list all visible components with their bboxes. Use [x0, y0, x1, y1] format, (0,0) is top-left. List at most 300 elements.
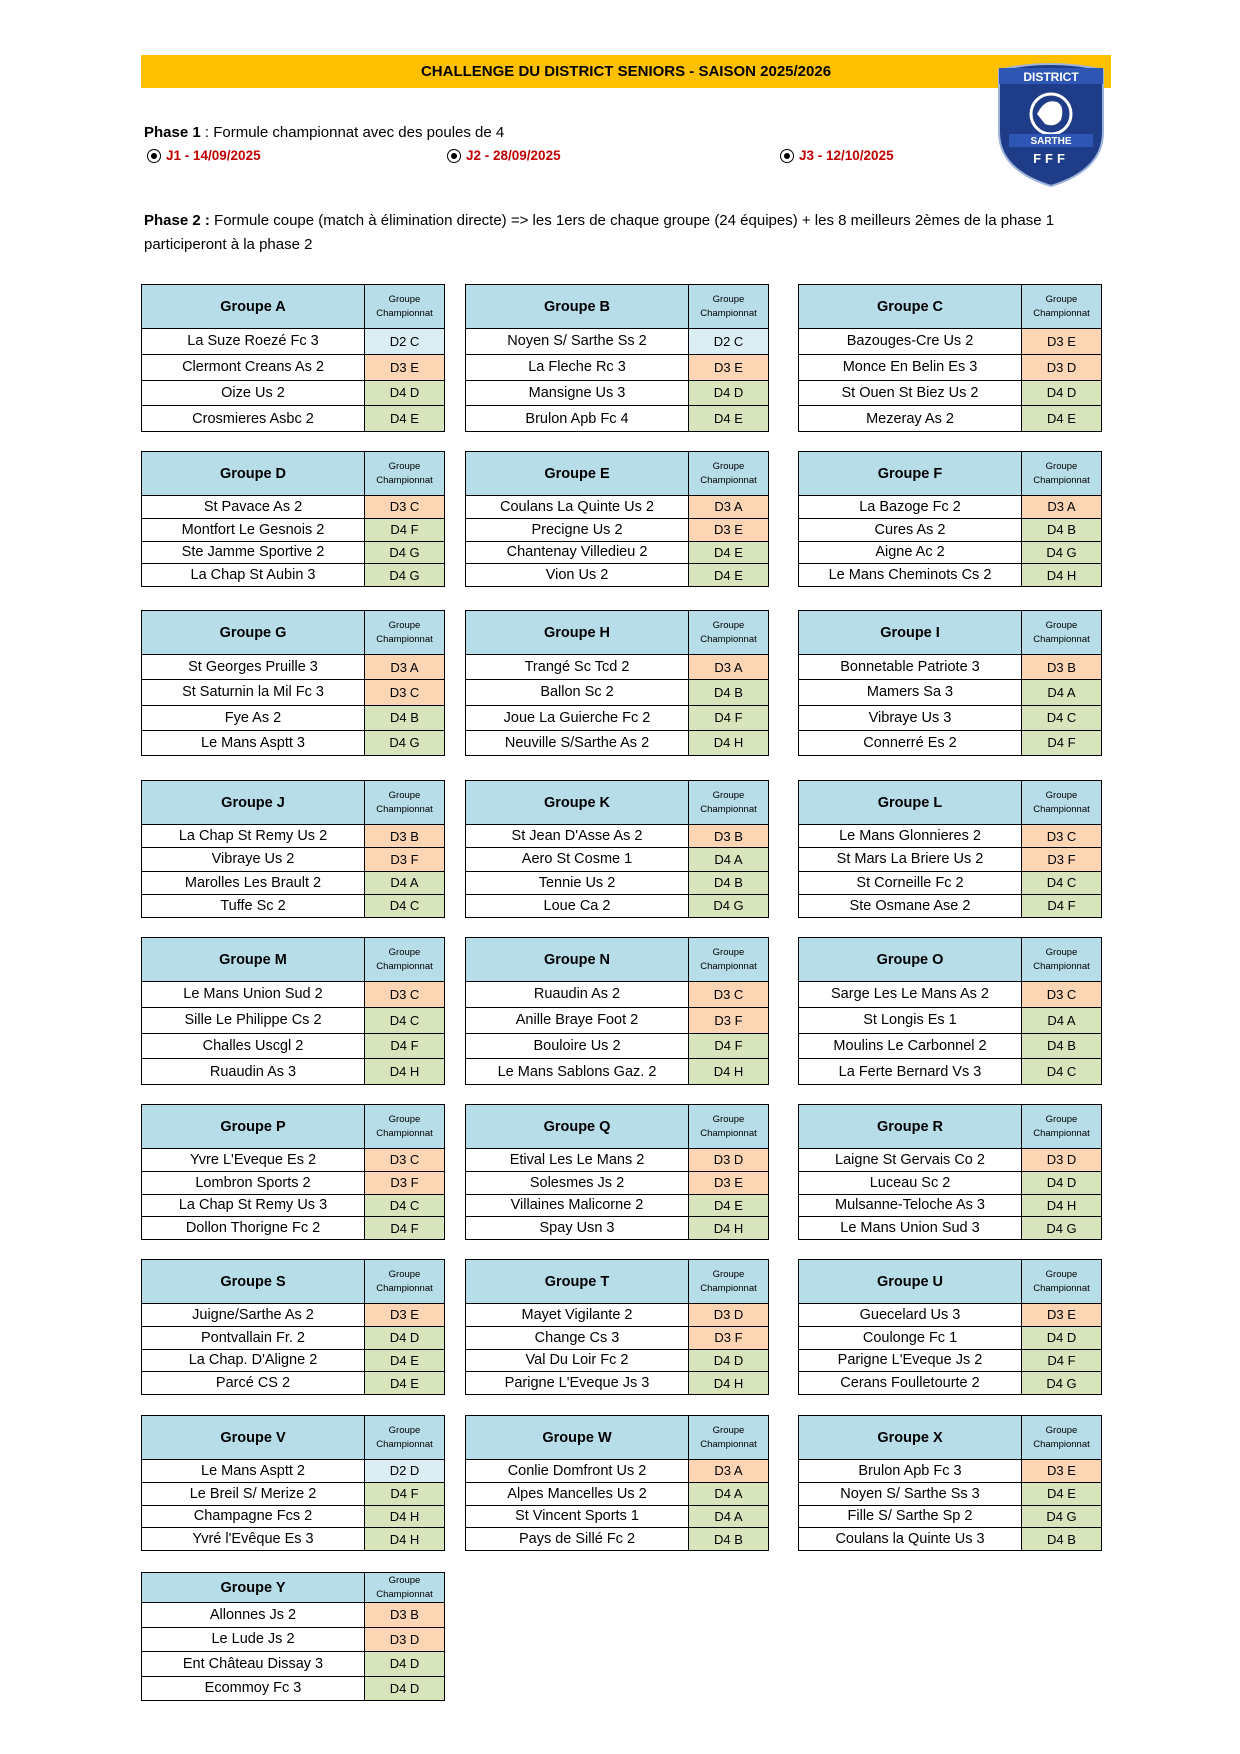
subheader-line-2: Championnat — [1033, 803, 1090, 815]
subheader-line-1: Groupe — [712, 946, 745, 958]
group-name: Groupe V — [142, 1416, 365, 1460]
team-name: Juigne/Sarthe As 2 — [142, 1304, 365, 1327]
group-table — [465, 451, 769, 587]
group-subheader — [365, 1105, 445, 1149]
table-row — [142, 1652, 445, 1677]
group-name: Groupe R — [799, 1105, 1022, 1149]
logo-top-text: DISTRICT — [1023, 70, 1079, 84]
table-row — [466, 1149, 769, 1172]
subheader-line-1: Groupe — [1045, 946, 1078, 958]
team-name: Le Breil S/ Merize 2 — [142, 1482, 365, 1505]
division-badge: D4 F — [1022, 894, 1102, 917]
team-name: Mezeray As 2 — [799, 406, 1022, 432]
subheader-line-1: Groupe — [388, 1424, 421, 1436]
division-badge: D4 D — [1022, 380, 1102, 406]
team-name: Coulans La Quinte Us 2 — [466, 496, 689, 519]
team-name: Marolles Les Brault 2 — [142, 871, 365, 894]
table-row — [799, 1372, 1102, 1395]
group-table — [465, 610, 769, 756]
team-name: Mansigne Us 3 — [466, 380, 689, 406]
phase2-label: Phase 2 : — [144, 212, 210, 229]
team-name: Parcé CS 2 — [142, 1372, 365, 1395]
logo-bottom-text: FFF — [1033, 151, 1069, 166]
subheader-line-2: Championnat — [700, 1438, 757, 1450]
team-name: Montfort Le Gesnois 2 — [142, 518, 365, 541]
table-row — [142, 730, 445, 755]
group-name: Groupe Y — [142, 1573, 365, 1603]
division-badge: D4 C — [1022, 1059, 1102, 1085]
team-name: Loue Ca 2 — [466, 894, 689, 917]
division-badge: D4 F — [365, 1482, 445, 1505]
table-row — [466, 1349, 769, 1372]
table-row — [142, 655, 445, 680]
group-table — [141, 1572, 445, 1701]
team-name: Oize Us 2 — [142, 380, 365, 406]
team-name: Ste Jamme Sportive 2 — [142, 541, 365, 564]
team-name: Conlie Domfront Us 2 — [466, 1460, 689, 1483]
table-row — [142, 329, 445, 355]
division-badge: D4 G — [365, 564, 445, 587]
table-row — [142, 1505, 445, 1528]
team-name: Neuville S/Sarthe As 2 — [466, 730, 689, 755]
division-badge: D3 F — [365, 1171, 445, 1194]
day-3 — [780, 148, 894, 163]
table-row — [142, 1217, 445, 1240]
division-badge: D4 A — [1022, 1007, 1102, 1033]
group-table — [141, 937, 445, 1085]
division-badge: D4 H — [365, 1059, 445, 1085]
team-name: La Suze Roezé Fc 3 — [142, 329, 365, 355]
division-badge: D4 D — [689, 1349, 769, 1372]
group-table — [798, 451, 1102, 587]
table-row — [799, 894, 1102, 917]
division-badge: D4 D — [1022, 1326, 1102, 1349]
table-row — [142, 406, 445, 432]
team-name: Yvre L'Eveque Es 2 — [142, 1149, 365, 1172]
team-name: Spay Usn 3 — [466, 1217, 689, 1240]
division-badge: D3 C — [365, 680, 445, 705]
subheader-line-1: Groupe — [388, 293, 421, 305]
group-name: Groupe P — [142, 1105, 365, 1149]
table-row — [799, 564, 1102, 587]
group-subheader — [689, 1260, 769, 1304]
group-name: Groupe I — [799, 611, 1022, 655]
division-badge: D4 F — [365, 518, 445, 541]
group-name: Groupe D — [142, 452, 365, 496]
table-row — [799, 680, 1102, 705]
subheader-line-1: Groupe — [388, 946, 421, 958]
day-1 — [147, 148, 261, 163]
table-row — [466, 1217, 769, 1240]
team-name: St Saturnin la Mil Fc 3 — [142, 680, 365, 705]
division-badge: D4 B — [689, 871, 769, 894]
subheader-line-2: Championnat — [376, 1588, 433, 1600]
table-row — [142, 1460, 445, 1483]
table-row — [142, 1059, 445, 1085]
division-badge: D3 A — [689, 496, 769, 519]
subheader-line-2: Championnat — [1033, 1127, 1090, 1139]
subheader-line-1: Groupe — [1045, 619, 1078, 631]
group-subheader — [689, 1105, 769, 1149]
division-badge: D3 E — [689, 354, 769, 380]
team-name: Etival Les Le Mans 2 — [466, 1149, 689, 1172]
table-row — [799, 354, 1102, 380]
table-row — [466, 329, 769, 355]
subheader-line-1: Groupe — [388, 619, 421, 631]
team-name: Ruaudin As 2 — [466, 982, 689, 1008]
division-badge: D4 F — [689, 705, 769, 730]
division-badge: D4 F — [1022, 1349, 1102, 1372]
team-name: Villaines Malicorne 2 — [466, 1194, 689, 1217]
table-row — [466, 1171, 769, 1194]
team-name: Coulans la Quinte Us 3 — [799, 1528, 1022, 1551]
table-row — [142, 1627, 445, 1652]
division-badge: D4 B — [365, 705, 445, 730]
team-name: Sarge Les Le Mans As 2 — [799, 982, 1022, 1008]
subheader-line-1: Groupe — [1045, 293, 1078, 305]
team-name: Champagne Fcs 2 — [142, 1505, 365, 1528]
team-name: Parigne L'Eveque Js 2 — [799, 1349, 1022, 1372]
team-name: Parigne L'Eveque Js 3 — [466, 1372, 689, 1395]
division-badge: D4 E — [689, 406, 769, 432]
team-name: Le Mans Union Sud 2 — [142, 982, 365, 1008]
subheader-line-1: Groupe — [1045, 460, 1078, 472]
group-name: Groupe N — [466, 938, 689, 982]
subheader-line-2: Championnat — [1033, 633, 1090, 645]
team-name: Noyen S/ Sarthe Ss 3 — [799, 1482, 1022, 1505]
district-sarthe-logo — [995, 62, 1107, 187]
subheader-line-2: Championnat — [376, 1438, 433, 1450]
table-row — [799, 1460, 1102, 1483]
team-name: Val Du Loir Fc 2 — [466, 1349, 689, 1372]
team-name: Solesmes Js 2 — [466, 1171, 689, 1194]
group-subheader — [1022, 1260, 1102, 1304]
table-row — [142, 564, 445, 587]
group-subheader — [1022, 781, 1102, 825]
division-badge: D4 G — [1022, 1217, 1102, 1240]
division-badge: D4 A — [689, 848, 769, 871]
division-badge: D4 E — [1022, 1482, 1102, 1505]
division-badge: D4 G — [1022, 1505, 1102, 1528]
day-2 — [447, 148, 561, 163]
table-row — [799, 730, 1102, 755]
team-name: Sille Le Philippe Cs 2 — [142, 1007, 365, 1033]
team-name: Le Mans Sablons Gaz. 2 — [466, 1059, 689, 1085]
team-name: La Chap St Aubin 3 — [142, 564, 365, 587]
table-row — [142, 848, 445, 871]
table-row — [466, 1460, 769, 1483]
table-row — [466, 406, 769, 432]
division-badge: D4 G — [365, 541, 445, 564]
group-name: Groupe T — [466, 1260, 689, 1304]
division-badge: D4 G — [365, 730, 445, 755]
division-badge: D3 C — [689, 982, 769, 1008]
team-name: Ballon Sc 2 — [466, 680, 689, 705]
division-badge: D4 H — [365, 1505, 445, 1528]
group-name: Groupe F — [799, 452, 1022, 496]
team-name: La Ferte Bernard Vs 3 — [799, 1059, 1022, 1085]
group-table — [798, 937, 1102, 1085]
group-subheader — [689, 611, 769, 655]
subheader-line-2: Championnat — [700, 803, 757, 815]
table-row — [142, 1326, 445, 1349]
table-row — [799, 1217, 1102, 1240]
team-name: La Chap St Remy Us 3 — [142, 1194, 365, 1217]
table-row — [466, 354, 769, 380]
team-name: La Bazoge Fc 2 — [799, 496, 1022, 519]
team-name: Cures As 2 — [799, 518, 1022, 541]
division-badge: D4 B — [1022, 1033, 1102, 1059]
division-badge: D3 E — [1022, 1304, 1102, 1327]
division-badge: D4 D — [365, 380, 445, 406]
group-name: Groupe C — [799, 285, 1022, 329]
division-badge: D4 D — [1022, 1171, 1102, 1194]
division-badge: D4 A — [365, 871, 445, 894]
division-badge: D4 E — [365, 406, 445, 432]
division-badge: D4 C — [365, 1007, 445, 1033]
table-row — [142, 541, 445, 564]
division-badge: D3 E — [689, 518, 769, 541]
division-badge: D3 A — [1022, 496, 1102, 519]
division-badge: D3 C — [365, 496, 445, 519]
table-row — [799, 1326, 1102, 1349]
division-badge: D3 D — [689, 1304, 769, 1327]
division-badge: D4 G — [1022, 541, 1102, 564]
group-subheader — [1022, 1416, 1102, 1460]
group-subheader — [689, 781, 769, 825]
group-table — [465, 1104, 769, 1240]
table-row — [142, 825, 445, 848]
team-name: Connerré Es 2 — [799, 730, 1022, 755]
division-badge: D3 A — [365, 655, 445, 680]
team-name: Brulon Apb Fc 4 — [466, 406, 689, 432]
division-badge: D4 D — [365, 1326, 445, 1349]
division-badge: D4 E — [1022, 406, 1102, 432]
team-name: Crosmieres Asbc 2 — [142, 406, 365, 432]
team-name: Pays de Sillé Fc 2 — [466, 1528, 689, 1551]
subheader-line-2: Championnat — [376, 960, 433, 972]
table-row — [799, 871, 1102, 894]
team-name: Le Mans Union Sud 3 — [799, 1217, 1022, 1240]
table-row — [466, 680, 769, 705]
subheader-line-1: Groupe — [712, 1424, 745, 1436]
group-name: Groupe X — [799, 1416, 1022, 1460]
subheader-line-1: Groupe — [712, 1113, 745, 1125]
team-name: Bonnetable Patriote 3 — [799, 655, 1022, 680]
subheader-line-1: Groupe — [388, 789, 421, 801]
table-row — [142, 1372, 445, 1395]
team-name: Monce En Belin Es 3 — [799, 354, 1022, 380]
logo-middle-text: SARTHE — [1030, 136, 1072, 147]
division-badge: D3 D — [1022, 354, 1102, 380]
team-name: Challes Uscgl 2 — [142, 1033, 365, 1059]
division-badge: D3 B — [365, 825, 445, 848]
table-row — [466, 1304, 769, 1327]
table-row — [142, 1676, 445, 1701]
table-row — [142, 1007, 445, 1033]
division-badge: D4 A — [1022, 680, 1102, 705]
team-name: Le Mans Glonnieres 2 — [799, 825, 1022, 848]
group-table — [465, 1415, 769, 1551]
division-badge: D3 A — [689, 655, 769, 680]
division-badge: D4 D — [365, 1652, 445, 1677]
division-badge: D4 D — [365, 1676, 445, 1701]
division-badge: D3 F — [365, 848, 445, 871]
division-badge: D4 H — [1022, 564, 1102, 587]
table-row — [799, 1528, 1102, 1551]
group-name: Groupe H — [466, 611, 689, 655]
team-name: Pontvallain Fr. 2 — [142, 1326, 365, 1349]
division-badge: D4 H — [689, 1372, 769, 1395]
group-table — [798, 780, 1102, 918]
table-row — [142, 871, 445, 894]
table-row — [799, 541, 1102, 564]
table-row — [142, 380, 445, 406]
table-row — [142, 518, 445, 541]
group-table — [465, 1259, 769, 1395]
table-row — [799, 825, 1102, 848]
group-table — [141, 284, 445, 432]
table-row — [142, 1603, 445, 1628]
group-table — [798, 610, 1102, 756]
football-icon — [780, 149, 794, 163]
table-row — [466, 1007, 769, 1033]
group-subheader — [365, 285, 445, 329]
division-badge: D4 H — [689, 1217, 769, 1240]
group-subheader — [365, 1573, 445, 1603]
table-row — [466, 825, 769, 848]
subheader-line-1: Groupe — [1045, 1268, 1078, 1280]
group-name: Groupe G — [142, 611, 365, 655]
division-badge: D2 D — [365, 1460, 445, 1483]
table-row — [466, 1528, 769, 1551]
team-name: La Chap St Remy Us 2 — [142, 825, 365, 848]
group-name: Groupe M — [142, 938, 365, 982]
subheader-line-1: Groupe — [1045, 1113, 1078, 1125]
group-name: Groupe K — [466, 781, 689, 825]
table-row — [466, 380, 769, 406]
division-badge: D4 F — [365, 1033, 445, 1059]
table-row — [799, 1194, 1102, 1217]
division-badge: D3 E — [365, 354, 445, 380]
team-name: St Vincent Sports 1 — [466, 1505, 689, 1528]
table-row — [466, 871, 769, 894]
table-row — [142, 496, 445, 519]
subheader-line-1: Groupe — [388, 1268, 421, 1280]
table-row — [466, 1372, 769, 1395]
day-3-label: J3 - 12/10/2025 — [799, 148, 894, 163]
day-1-label: J1 - 14/09/2025 — [166, 148, 261, 163]
team-name: Tennie Us 2 — [466, 871, 689, 894]
group-name: Groupe S — [142, 1260, 365, 1304]
team-name: Bouloire Us 2 — [466, 1033, 689, 1059]
division-badge: D3 C — [365, 1149, 445, 1172]
table-row — [142, 354, 445, 380]
team-name: Mulsanne-Teloche As 3 — [799, 1194, 1022, 1217]
team-name: Ent Château Dissay 3 — [142, 1652, 365, 1677]
team-name: Change Cs 3 — [466, 1326, 689, 1349]
table-row — [466, 848, 769, 871]
division-badge: D3 F — [1022, 848, 1102, 871]
table-row — [142, 1033, 445, 1059]
subheader-line-2: Championnat — [700, 307, 757, 319]
table-row — [142, 1304, 445, 1327]
division-badge: D4 B — [1022, 518, 1102, 541]
table-row — [799, 655, 1102, 680]
table-row — [466, 1033, 769, 1059]
subheader-line-2: Championnat — [376, 307, 433, 319]
team-name: Bazouges-Cre Us 2 — [799, 329, 1022, 355]
group-table — [798, 1259, 1102, 1395]
subheader-line-2: Championnat — [376, 1282, 433, 1294]
table-row — [799, 1349, 1102, 1372]
group-subheader — [365, 611, 445, 655]
team-name: Lombron Sports 2 — [142, 1171, 365, 1194]
group-table — [798, 1415, 1102, 1551]
subheader-line-1: Groupe — [388, 460, 421, 472]
table-row — [466, 564, 769, 587]
division-badge: D4 A — [689, 1505, 769, 1528]
table-row — [466, 655, 769, 680]
group-table — [141, 451, 445, 587]
team-name: La Fleche Rc 3 — [466, 354, 689, 380]
division-badge: D4 F — [365, 1217, 445, 1240]
team-name: Laigne St Gervais Co 2 — [799, 1149, 1022, 1172]
team-name: Ruaudin As 3 — [142, 1059, 365, 1085]
team-name: Trangé Sc Tcd 2 — [466, 655, 689, 680]
subheader-line-1: Groupe — [1045, 1424, 1078, 1436]
table-row — [799, 329, 1102, 355]
subheader-line-1: Groupe — [1045, 789, 1078, 801]
subheader-line-2: Championnat — [376, 1127, 433, 1139]
group-subheader — [365, 781, 445, 825]
table-row — [799, 518, 1102, 541]
division-badge: D3 E — [1022, 1460, 1102, 1483]
team-name: Cerans Foulletourte 2 — [799, 1372, 1022, 1395]
group-name: Groupe L — [799, 781, 1022, 825]
group-name: Groupe B — [466, 285, 689, 329]
division-badge: D3 F — [689, 1326, 769, 1349]
division-badge: D4 H — [1022, 1194, 1102, 1217]
table-row — [799, 1149, 1102, 1172]
group-subheader — [365, 452, 445, 496]
table-row — [799, 1505, 1102, 1528]
team-name: Vibraye Us 2 — [142, 848, 365, 871]
group-table — [141, 780, 445, 918]
team-name: Alpes Mancelles Us 2 — [466, 1482, 689, 1505]
team-name: St Ouen St Biez Us 2 — [799, 380, 1022, 406]
phase1-text: : Formule championnat avec des poules de 4 — [200, 124, 505, 141]
subheader-line-2: Championnat — [376, 633, 433, 645]
subheader-line-1: Groupe — [712, 789, 745, 801]
group-name: Groupe J — [142, 781, 365, 825]
group-name: Groupe W — [466, 1416, 689, 1460]
division-badge: D4 E — [689, 541, 769, 564]
division-badge: D3 E — [365, 1304, 445, 1327]
division-badge: D3 E — [689, 1171, 769, 1194]
phase2-line-2: participeront à la phase 2 — [144, 236, 313, 253]
team-name: Mayet Vigilante 2 — [466, 1304, 689, 1327]
group-table — [465, 780, 769, 918]
team-name: St Corneille Fc 2 — [799, 871, 1022, 894]
table-row — [466, 730, 769, 755]
table-row — [142, 680, 445, 705]
team-name: Fille S/ Sarthe Sp 2 — [799, 1505, 1022, 1528]
division-badge: D4 B — [689, 1528, 769, 1551]
division-badge: D4 D — [689, 380, 769, 406]
table-row — [142, 1194, 445, 1217]
group-table — [141, 1259, 445, 1395]
